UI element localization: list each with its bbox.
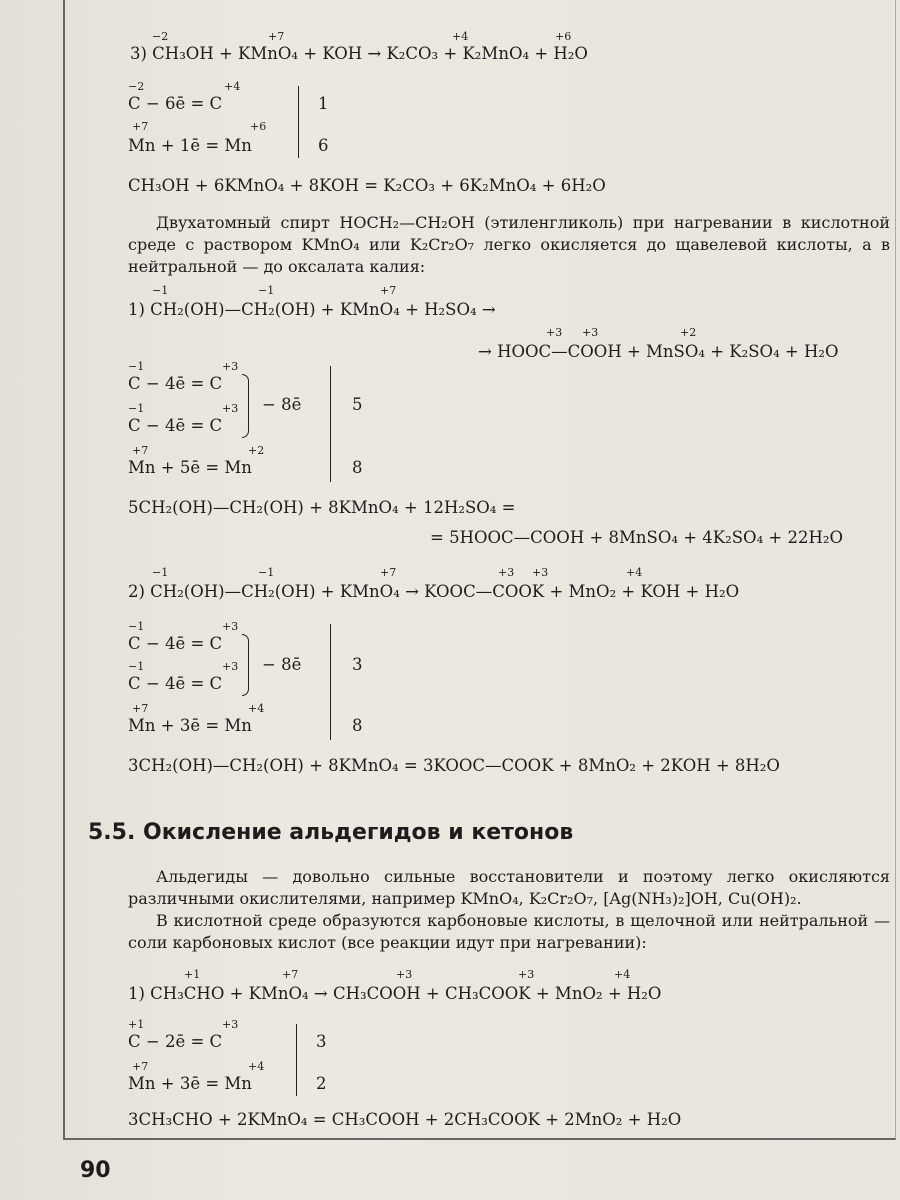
ox-state: +1 bbox=[184, 968, 201, 981]
ox-state: +4 bbox=[626, 566, 643, 579]
ox-state: +3 bbox=[222, 360, 239, 373]
ox-state: −1 bbox=[128, 620, 145, 633]
half-reaction: Mn + 3ē = Mn bbox=[128, 1074, 252, 1093]
half-reaction: Mn + 5ē = Mn bbox=[128, 458, 252, 477]
coefficient: 1 bbox=[318, 94, 329, 113]
ox-state: +7 bbox=[132, 120, 149, 133]
ox-state: +2 bbox=[248, 444, 265, 457]
ox-state: +3 bbox=[222, 402, 239, 415]
equation: → HOOC—COOH + MnSO₄ + K₂SO₄ + H₂O bbox=[478, 342, 839, 361]
electron-sum: − 8ē bbox=[262, 655, 302, 674]
ox-state: +7 bbox=[380, 284, 397, 297]
brace bbox=[242, 634, 249, 696]
balanced-equation: 3CH₃CHO + 2KMnO₄ = CH₃COOH + 2CH₃COOK + 2MnO₂ + H₂O bbox=[128, 1110, 682, 1129]
ox-state: +7 bbox=[282, 968, 299, 981]
ox-state: +3 bbox=[396, 968, 413, 981]
ox-state: +7 bbox=[132, 702, 149, 715]
ox-state: −1 bbox=[128, 402, 145, 415]
section-heading: 5.5. Окисление альдегидов и кетонов bbox=[88, 820, 574, 845]
half-reaction: C − 6ē = C bbox=[128, 94, 223, 113]
paragraph: Двухатомный спирт HOCH₂—CH₂OH (этиленгликоль) при нагревании в кислотной среде с раствором KMnO₄ или K₂Cr₂O₇ легко окисляется до щавелевой кислоты, а в нейтральной — до оксалата калия: bbox=[128, 213, 890, 276]
half-reaction: C − 4ē = C bbox=[128, 374, 223, 393]
ox-state: +3 bbox=[532, 566, 549, 579]
half-reaction: C − 4ē = C bbox=[128, 634, 223, 653]
ox-state: +3 bbox=[222, 660, 239, 673]
ox-state: +7 bbox=[132, 1060, 149, 1073]
half-reaction: C − 2ē = C bbox=[128, 1032, 223, 1051]
equation: 3) CH₃OH + KMnO₄ + KOH → K₂CO₃ + K₂MnO₄ + H₂O bbox=[130, 44, 588, 63]
ox-state: −1 bbox=[128, 360, 145, 373]
ox-state: +4 bbox=[452, 30, 469, 43]
ox-state: −1 bbox=[128, 660, 145, 673]
ox-state: −2 bbox=[152, 30, 169, 43]
ox-state: +2 bbox=[680, 326, 697, 339]
ox-state: +7 bbox=[380, 566, 397, 579]
ox-state: −1 bbox=[258, 566, 275, 579]
ox-state: +3 bbox=[222, 620, 239, 633]
page-number: 90 bbox=[80, 1158, 111, 1183]
ox-state: +1 bbox=[128, 1018, 145, 1031]
balance-bar bbox=[330, 624, 331, 740]
half-reaction: Mn + 3ē = Mn bbox=[128, 716, 252, 735]
ox-state: −2 bbox=[128, 80, 145, 93]
ox-state: +3 bbox=[518, 968, 535, 981]
balanced-equation: 5CH₂(OH)—CH₂(OH) + 8KMnO₄ + 12H₂SO₄ = bbox=[128, 498, 516, 517]
ox-state: +3 bbox=[498, 566, 515, 579]
equation: 1) CH₃CHO + KMnO₄ → CH₃COOH + CH₃COOK + MnO₂ + H₂O bbox=[128, 984, 662, 1003]
ox-state: +3 bbox=[222, 1018, 239, 1031]
ox-state: +7 bbox=[268, 30, 285, 43]
ox-state: −1 bbox=[152, 566, 169, 579]
electron-sum: − 8ē bbox=[262, 395, 302, 414]
coefficient: 3 bbox=[316, 1032, 327, 1051]
ox-state: +4 bbox=[224, 80, 241, 93]
half-reaction: Mn + 1ē = Mn bbox=[128, 136, 252, 155]
coefficient: 3 bbox=[352, 655, 363, 674]
ox-state: +7 bbox=[132, 444, 149, 457]
ox-state: +3 bbox=[546, 326, 563, 339]
coefficient: 6 bbox=[318, 136, 329, 155]
balanced-equation: 3CH₂(OH)—CH₂(OH) + 8KMnO₄ = 3KOOC—COOK + 8MnO₂ + 2KOH + 8H₂O bbox=[128, 756, 780, 775]
ox-state: +4 bbox=[248, 702, 265, 715]
paragraph: Альдегиды — довольно сильные восстановители и поэтому легко окисляются различными окислителями, например KMnO₄, K₂Cr₂O₇, [Ag(NH₃)₂]OH, Cu(OH)₂. bbox=[128, 867, 890, 908]
balance-bar bbox=[296, 1024, 297, 1096]
equation: 2) CH₂(OH)—CH₂(OH) + KMnO₄ → KOOC—COOK + MnO₂ + KOH + H₂O bbox=[128, 582, 740, 601]
ox-state: −1 bbox=[258, 284, 275, 297]
ox-state: +6 bbox=[250, 120, 267, 133]
balanced-equation: CH₃OH + 6KMnO₄ + 8KOH = K₂CO₃ + 6K₂MnO₄ + 6H₂O bbox=[128, 176, 606, 195]
half-reaction: C − 4ē = C bbox=[128, 674, 223, 693]
ox-state: +4 bbox=[248, 1060, 265, 1073]
coefficient: 2 bbox=[316, 1074, 327, 1093]
balanced-equation: = 5HOOC—COOH + 8MnSO₄ + 4K₂SO₄ + 22H₂O bbox=[430, 528, 844, 547]
ox-state: +6 bbox=[555, 30, 572, 43]
paragraph: В кислотной среде образуются карбоновые кислоты, в щелочной или нейтральной — соли карбоновых кислот (все реакции идут при нагревании): bbox=[128, 911, 890, 952]
ox-state: −1 bbox=[152, 284, 169, 297]
coefficient: 8 bbox=[352, 458, 363, 477]
coefficient: 8 bbox=[352, 716, 363, 735]
half-reaction: C − 4ē = C bbox=[128, 416, 223, 435]
coefficient: 5 bbox=[352, 395, 363, 414]
balance-bar bbox=[298, 86, 299, 158]
balance-bar bbox=[330, 366, 331, 482]
ox-state: +4 bbox=[614, 968, 631, 981]
brace bbox=[242, 374, 249, 438]
equation: 1) CH₂(OH)—CH₂(OH) + KMnO₄ + H₂SO₄ → bbox=[128, 300, 496, 319]
ox-state: +3 bbox=[582, 326, 599, 339]
